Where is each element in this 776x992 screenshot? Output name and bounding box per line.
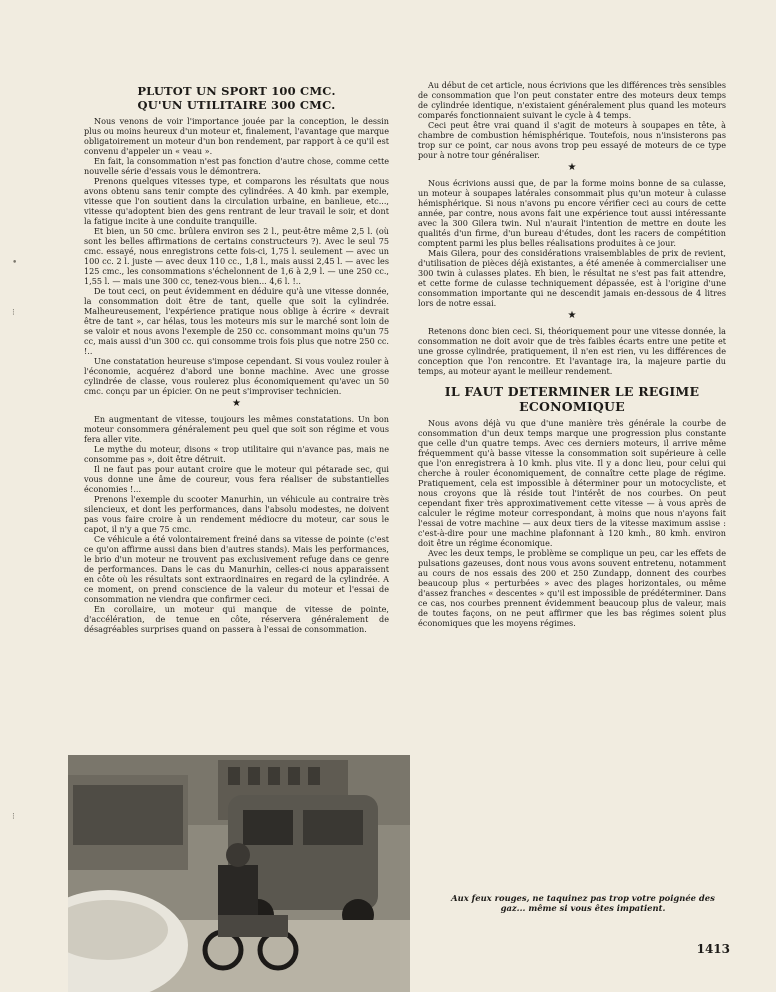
heading-line: QU'UN UTILITAIRE 300 CMC. — [137, 98, 336, 112]
heading-line: PLUTOT UN SPORT 100 CMC. — [137, 84, 336, 98]
paragraph: Prenons l'exemple du scooter Manurhin, un véhicule au contraire très silencieux, et dont les performances, dans l'absolu modestes, ne doivent pas vous faire croire à un rendement médiocre du moteur, car sous le capot, il n'y a que 75 cmc. — [84, 494, 389, 534]
paragraph: Ce véhicule a été volontairement freiné dans sa vitesse de pointe (c'est ce qu'on affirme aussi dans bien d'autres stands). Mais les performances, le brio d'un moteur ne trouvent pas exclusivement refuge dans ce genre de performances. Dans le cas du Manurhin, celles-ci nous apparaissent en côte où les résultats sont extraordinaires en regard de la cylindrée. A ce moment, on prend conscience de la valeur du moteur et l'essai de consommation ne viendra que confirmer ceci. — [84, 534, 389, 604]
paragraph: Nous avons déjà vu que d'une manière très générale la courbe de consommation d'un deux temps marque une progression plus constante que celle d'un quatre temps. Avec ces derniers moteurs, il arrive même fréquemment qu'à basse vitesse la consommation soit supérieure à celle que l'on enregistrera à 10 kmh. plus vite. Il y a donc lieu, pour celui qui cherche à rouler économiquement, de connaître cette plage de régime. Pratiquement, cela est impossible à déterminer pour un motocycliste, et nous croyons que là réside tout l'intérêt de nos courbes. On peut cependant fixer très approximativement cette vitesse — à vous après de calculer le régime moteur correspondant, à moins que nous n'ayons fait l'essai de votre machine — aux deux tiers de la vitesse maximum assise : c'est-à-dire pour une machine plafonnant à 120 kmh., 80 kmh. environ doit être un régime économique. — [418, 418, 726, 548]
page-number: 1413 — [696, 942, 730, 956]
spacer — [418, 376, 726, 384]
margin-dot-icon: • — [12, 258, 18, 268]
paragraph: Au début de cet article, nous écrivions que les différences très sensibles de consommation que l'on peut constater entre des moteurs deux temps de cylindrée identique, n'existaient généralement plus quand les moteurs comparés fonctionnaient suivant le cycle à 4 temps. — [418, 80, 726, 120]
left-column — [84, 84, 389, 634]
paragraph: Mais Gilera, pour des considérations vraisemblables de prix de revient, d'utilisation de pièces déjà existantes, a été amenée à commercialiser une 300 twin à culasses plates. Eh bien, le résultat ne s'est pas fait attendre, et cette forme de culasse techniquement dépassée, est à l'origine d'une consommation importante qui ne descendit jamais en-dessous de 4 litres lors de notre essai. — [418, 248, 726, 308]
photo-caption: Aux feux rouges, ne taquinez pas trop votre poignée des gaz... même si vous êtes impatient. — [451, 893, 715, 913]
paragraph: Une constatation heureuse s'impose cependant. Si vous voulez rouler à l'économie, acquérez d'abord une bonne machine. Avec une grosse cylindrée de classe, vous roulerez plus économiquement qu'avec un 50 cmc. conçu par un épicier. On ne peut s'improviser technicien. — [84, 356, 389, 396]
paragraph: Nous écrivions aussi que, de par la forme moins bonne de sa culasse, un moteur à soupapes latérales consommait plus qu'un moteur à culasse hémisphérique. Si nous n'avons pu encore vérifier ceci au cours de cette année, par contre, nous avons fait une expérience tout aussi intéressante avec la 300 Gilera twin. Nul n'aurait l'intention de mettre en doute les qualités d'un firme, d'un bureau d'études, dont les racers de compétition comptent parmi les plus belles réalisations produites à ce jour. — [418, 178, 726, 248]
paragraph: Retenons donc bien ceci. Si, théoriquement pour une vitesse donnée, la consommation ne doit avoir que de très faibles écarts entre une petite et une grosse cylindrée, pratiquement, il n'en est rien, vu les différences de conception que l'on rencontre. Et l'avantage ira, la majeure partie du temps, au moteur ayant le meilleur rendement. — [418, 326, 726, 376]
paragraph: Et bien, un 50 cmc. brûlera environ ses 2 l., peut-être même 2,5 l. (où sont les belles affirmations de certains constructeurs ?). Avec le seul 75 cmc. essayé, nous enregistrons cette fois-ci, 1,75 l. seulement — avec un 100 cc. 2 l. juste — avec deux 110 cc., 1,8 l., mais aussi 2,45 l. — avec les 125 cmc., les consommations s'échelonnent de 1,6 à 2,9 l. — une 250 cc., 1,55 l. — mais une 300 cc, tenez-vous bien... 4,6 l. !.. — [84, 226, 389, 286]
star-separator-icon: ★ — [232, 398, 241, 409]
street-scene-photo — [68, 755, 410, 992]
paragraph: De tout ceci, on peut évidemment en déduire qu'à une vitesse donnée, la consommation doit être de tant, quelle que soit la cylindrée. Malheureusement, l'expérience pratique nous oblige à écrire « devrait être de tant », car hélas, tous les moteurs mis sur le marché sont loin de se valoir et nous avons l'exemple de 250 cc. consommant moins qu'un 75 cc, mais aussi d'un 300 cc. qui consomme trois fois plus que notre 250 cc. !.. — [84, 286, 389, 356]
paragraph: Il ne faut pas pour autant croire que le moteur qui pétarade sec, qui vous donne une âme de coureur, vous fera réaliser de substantielles économies !... — [84, 464, 389, 494]
paragraph: En fait, la consommation n'est pas fonction d'autre chose, comme cette nouvelle série d'essais vous le démontrera. — [84, 156, 389, 176]
paragraph: En augmentant de vitesse, toujours les mêmes constatations. Un bon moteur consommera généralement peu quel que soit son régime et vous fera aller vite. — [84, 414, 389, 444]
star-separator-icon: ★ — [567, 310, 577, 321]
paragraph: Nous venons de voir l'importance jouée par la conception, le dessin plus ou moins heureux d'un moteur et, finalement, l'avantage que marque obligatoirement un moteur d'un bon rendement, par rapport à ce qu'il est convenu d'appeler un « veau ». — [84, 116, 389, 156]
paragraph: Le mythe du moteur, disons « trop utilitaire qui n'avance pas, mais ne consomme pas », doit être détruit. — [84, 444, 389, 464]
section-heading-regime — [418, 384, 726, 414]
photo-illustration-icon — [68, 755, 410, 992]
margin-mark-icon: ⁝ — [12, 812, 15, 822]
right-column — [418, 80, 726, 628]
heading-line: ECONOMIQUE — [519, 399, 625, 414]
paragraph: En corollaire, un moteur qui manque de vitesse de pointe, d'accélération, de tenue en côte, réservera généralement de désagréables surprises quand on passera à l'essai de consommation. — [84, 604, 389, 634]
heading-line: IL FAUT DETERMINER LE REGIME — [444, 384, 700, 399]
paragraph: Prenons quelques vitesses type, et comparons les résultats que nous avons obtenu sans tenir compte des cylindrées. A 40 kmh. par exemple, vitesse que l'on soutient dans la circulation urbaine, en banlieue, etc..., vitesse qu'adoptent bien des gens rentrant de leur travail le soir, et dont la fatigue incite à une conduite tranquille. — [84, 176, 389, 226]
paragraph: Ceci peut être vrai quand il s'agit de moteurs à soupapes en tête, à chambre de combustion hémisphérique. Toutefois, nous n'insisterons pas trop sur ce point, car nous avons trop peu essayé de moteurs de ce type pour à notre tour généraliser. — [418, 120, 726, 160]
margin-mark-icon: ⁝ — [12, 308, 15, 318]
paragraph: Avec les deux temps, le problème se complique un peu, car les effets de pulsations gazeuses, dont nous vous avons souvent entretenu, notamment au cours de nos essais des 200 et 250 Zundapp, donnent des courbes beaucoup plus « perturbées » avec des plages horizontales, ou même d'assez franches « descentes » qu'il est impossible de prédéterminer. Dans ce cas, nos courbes prennent évidemment beaucoup plus de valeur, mais de toutes façons, on ne peut affirmer que les bas régimes soient plus économiques que les moyens régimes. — [418, 548, 726, 628]
section-heading-sport — [84, 84, 389, 112]
star-separator-icon: ★ — [567, 162, 577, 173]
